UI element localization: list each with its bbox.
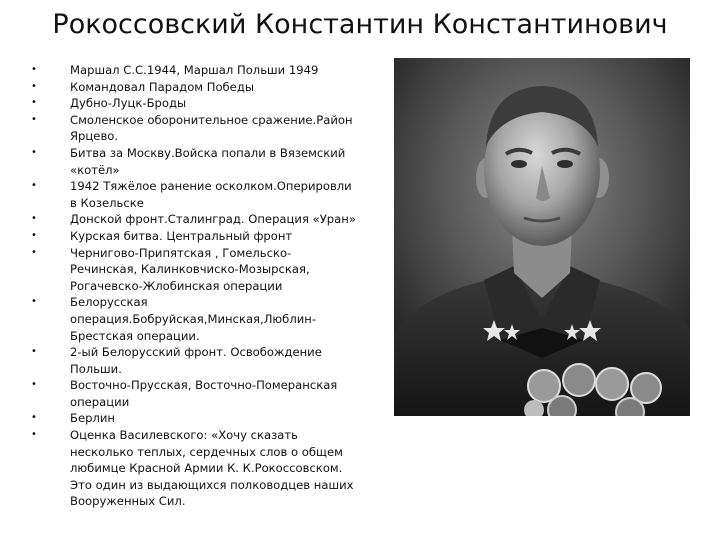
bullet-icon: • — [31, 296, 37, 308]
bullet-icon: • — [31, 246, 37, 258]
bullet-text: Восточно-Прусская, Восточно-Померанская операции — [70, 378, 338, 409]
bullet-text: Курская битва. Центральный фронт — [70, 228, 293, 243]
bullet-icon: • — [31, 379, 37, 391]
bullet-icon: • — [31, 97, 37, 109]
bullet-icon: • — [31, 429, 37, 441]
bullet-icon: • — [31, 146, 37, 158]
bullet-text: Смоленское оборонительное сражение.Район Ярцево. — [70, 112, 353, 144]
bullet-text: Командовал Парадом Победы — [70, 79, 254, 94]
list-item — [28, 228, 358, 245]
list-item — [28, 62, 358, 79]
list-item — [28, 178, 358, 211]
bullet-icon: • — [31, 113, 37, 125]
bullet-icon: • — [31, 229, 37, 241]
bullet-icon: • — [31, 180, 37, 192]
list-item — [28, 145, 358, 178]
bullet-list — [28, 62, 358, 510]
bullet-text: Донской фронт.Сталинград. Операция «Уран» — [70, 212, 356, 227]
bullet-icon: • — [31, 64, 37, 75]
list-item — [28, 79, 358, 96]
bullet-text: Белорусская операция.Бобруйская,Минская,Люблин-Брестская операции. — [70, 295, 317, 343]
list-item — [28, 410, 358, 427]
bullet-text: Дубно-Луцк-Броды — [70, 96, 187, 111]
bullet-icon: • — [31, 412, 37, 424]
portrait-image — [394, 58, 690, 416]
slide-title: Рокоссовский Константин Константинович — [52, 9, 668, 40]
list-item — [28, 112, 358, 145]
bullet-icon: • — [31, 80, 37, 92]
bullet-text: 2-ый Белорусский фронт. Освобождение Польши. — [70, 345, 322, 376]
bullet-text: Оценка Василевского: «Хочу сказать несколько теплых, сердечных слов о общем любимце Красной Армии К. К.Рокоссовском. Это один из выдающихся полководцев наших Вооруженных Сил. — [70, 428, 354, 509]
list-item — [28, 294, 358, 344]
list-item — [28, 344, 358, 377]
bullet-text: Маршал С.С.1944, Маршал Польши 1949 — [70, 63, 319, 77]
list-item — [28, 95, 358, 112]
list-item — [28, 377, 358, 410]
bullet-text: 1942 Тяжёлое ранение осколком.Оперировли в Козельске — [70, 179, 352, 210]
bullet-text: Берлин — [70, 411, 115, 426]
bullet-text: Чернигово-Припятская , Гомельско-Речинская, Калинковчиско-Мозырская, Рогачевско-Жлобинская операции — [70, 245, 310, 293]
list-item — [28, 245, 358, 295]
list-item — [28, 211, 358, 228]
bullet-icon: • — [31, 346, 37, 358]
bullet-icon: • — [31, 213, 37, 225]
bullet-text: Битва за Москву.Войска попали в Вяземский «котёл» — [70, 145, 346, 177]
portrait-photo — [394, 58, 690, 416]
list-item — [28, 427, 358, 510]
